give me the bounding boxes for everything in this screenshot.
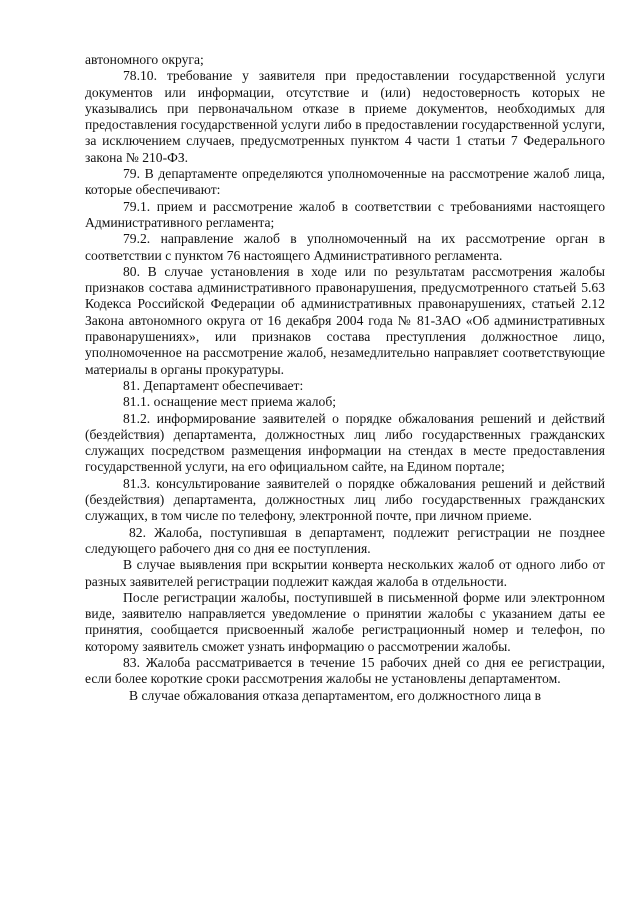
paragraph-82: 82. Жалоба, поступившая в департамент, подлежит регистрации не позднее следующего рабочего дня со дня ее поступления. — [85, 524, 605, 556]
paragraph-80: 80. В случае установления в ходе или по результатам рассмотрения жалобы признаков состава административного правонарушения, предусмотренного статьей 5.63 Кодекса Российской Федерации об административных правонарушениях, статьей 2.12 Закона автономного округа от 16 декабря 2004 года № 81-ЗАО «Об административных правонарушениях», или признаков состава преступления должностное лицо, уполномоченное на рассмотрение жалоб, незамедлительно направляет соответствующие материалы в органы прокуратуры. — [85, 263, 605, 377]
paragraph-78-10: 78.10. требование у заявителя при предоставлении государственной услуги документов или информации, отсутствие и (или) недостоверность которых не указывались при первоначальном отказе в приеме документов, необходимых для предоставления государственной услуги либо в предоставлении государственной услуги, за исключением случаев, предусмотренных пунктом 4 части 1 статьи 7 Федерального закона № 210-ФЗ. — [85, 68, 605, 165]
paragraph-81-2: 81.2. информирование заявителей о порядке обжалования решений и действий (бездействия) департамента, должностных лиц либо государственных гражданских служащих посредством размещения информации на стендах в месте предоставления государственной услуги, на его официальном сайте, на Едином портале; — [85, 410, 605, 475]
paragraph-79: 79. В департаменте определяются уполномоченные на рассмотрение жалоб лица, которые обеспечивают: — [85, 166, 605, 198]
paragraph-83-refusal: В случае обжалования отказа департаментом, его должностного лица в — [129, 687, 542, 703]
document-page — [85, 52, 605, 704]
paragraph-82-notification: После регистрации жалобы, поступившей в письменной форме или электронном виде, заявителю направляется уведомление о принятии жалобы с указанием даты ее принятия, сообщается присвоенный жалобе регистрационный номер и телефон, по которому заявитель сможет узнать информацию о рассмотрении жалобы. — [85, 589, 605, 654]
paragraph-79-1: 79.1. прием и рассмотрение жалоб в соответствии с требованиями настоящего Административного регламента; — [85, 198, 605, 230]
paragraph-81-1: 81.1. оснащение мест приема жалоб; — [123, 394, 337, 410]
paragraph-continuation: автономного округа; — [85, 52, 204, 67]
paragraph-83: 83. Жалоба рассматривается в течение 15 рабочих дней со дня ее регистрации, если более короткие сроки рассмотрения жалобы не установлены департаментом. — [85, 654, 605, 687]
paragraph-79-2: 79.2. направление жалоб в уполномоченный на их рассмотрение орган в соответствии с пунктом 76 настоящего Административного регламента. — [85, 231, 605, 263]
paragraph-81-3: 81.3. консультирование заявителей о порядке обжалования решений и действий (бездействия) департамента, должностных лиц либо государственных гражданских служащих, в том числе по телефону, электронной почте, при личном приеме. — [85, 475, 605, 524]
paragraph-82-multiple-complaints: В случае выявления при вскрытии конверта нескольких жалоб от одного либо от разных заявителей регистрации подлежит каждая жалоба в отдельности. — [85, 557, 605, 589]
paragraph-81: 81. Департамент обеспечивает: — [123, 377, 304, 393]
